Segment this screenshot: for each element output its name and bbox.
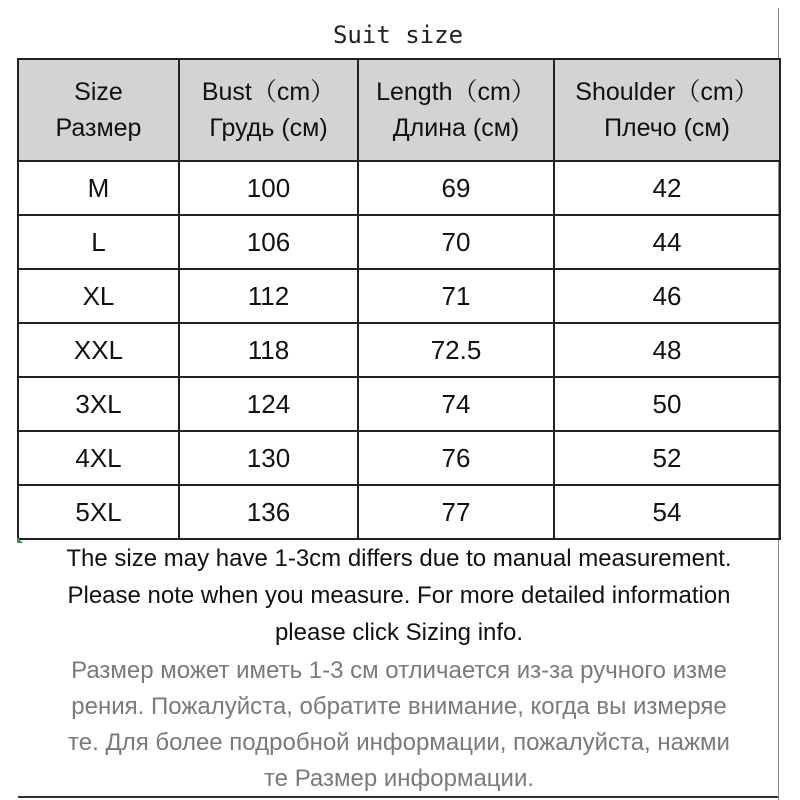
cell-shoulder: 48 — [554, 323, 780, 377]
cell-bust: 136 — [179, 485, 358, 539]
cell-bust: 124 — [179, 377, 358, 431]
cell-size: XL — [18, 269, 179, 323]
table-row — [18, 377, 780, 431]
cell-length: 70 — [358, 215, 554, 269]
cell-size: XXL — [18, 323, 179, 377]
note-line: рения. Пожалуйста, обратите внимание, когда вы измеряе — [71, 693, 727, 720]
table-row — [18, 431, 780, 485]
cell-bust: 100 — [179, 161, 358, 215]
cell-length: 71 — [358, 269, 554, 323]
table-caption: Suit size — [332, 21, 464, 49]
header-length-en: Length（cm） — [376, 78, 536, 106]
cell-length: 72.5 — [358, 323, 554, 377]
cell-shoulder: 42 — [554, 161, 780, 215]
table-row — [18, 215, 780, 269]
table-row — [18, 161, 780, 215]
cell-shoulder: 46 — [554, 269, 780, 323]
header-length — [358, 59, 554, 161]
note-line: The size may have 1-3cm differs due to manual measurement. — [66, 545, 732, 572]
note-english — [18, 540, 780, 651]
cell-size: 4XL — [18, 431, 179, 485]
measurement-notes — [18, 540, 780, 797]
cell-bust: 118 — [179, 323, 358, 377]
header-bust — [179, 59, 358, 161]
note-russian — [18, 653, 780, 797]
cell-bust: 106 — [179, 215, 358, 269]
header-shoulder-ru: Плечо (см) — [604, 114, 730, 142]
header-size-ru: Размер — [55, 114, 142, 142]
note-line: Размер может иметь 1-3 см отличается из-за ручного изме — [71, 657, 727, 684]
header-shoulder-en: Shoulder（cm） — [575, 78, 759, 106]
header-size — [18, 59, 179, 161]
cell-shoulder: 54 — [554, 485, 780, 539]
note-line: те Размер информации. — [263, 765, 535, 792]
cell-length: 77 — [358, 485, 554, 539]
cell-shoulder: 44 — [554, 215, 780, 269]
table-row — [18, 485, 780, 539]
cell-bust: 112 — [179, 269, 358, 323]
cell-size: 3XL — [18, 377, 179, 431]
cell-length: 76 — [358, 431, 554, 485]
cell-bust: 130 — [179, 431, 358, 485]
header-length-ru: Длина (см) — [392, 114, 520, 142]
header-row — [18, 59, 780, 161]
cell-size: 5XL — [18, 485, 179, 539]
table-row — [18, 323, 780, 377]
header-shoulder — [554, 59, 780, 161]
note-line: please click Sizing info. — [274, 619, 524, 646]
header-bust-ru: Грудь (см) — [209, 114, 328, 142]
note-line: те. Для более подробной информации, пожалуйста, нажми — [68, 729, 730, 756]
table-row — [18, 269, 780, 323]
cell-size: M — [18, 161, 179, 215]
header-bust-en: Bust（cm） — [201, 78, 336, 106]
cell-length: 69 — [358, 161, 554, 215]
bottom-divider — [18, 796, 778, 798]
cell-shoulder: 50 — [554, 377, 780, 431]
cell-size: L — [18, 215, 179, 269]
cell-shoulder: 52 — [554, 431, 780, 485]
header-size-en: Size — [74, 78, 123, 106]
size-table — [17, 58, 781, 540]
note-line: Please note when you measure. For more detailed information — [67, 582, 731, 609]
cell-length: 74 — [358, 377, 554, 431]
